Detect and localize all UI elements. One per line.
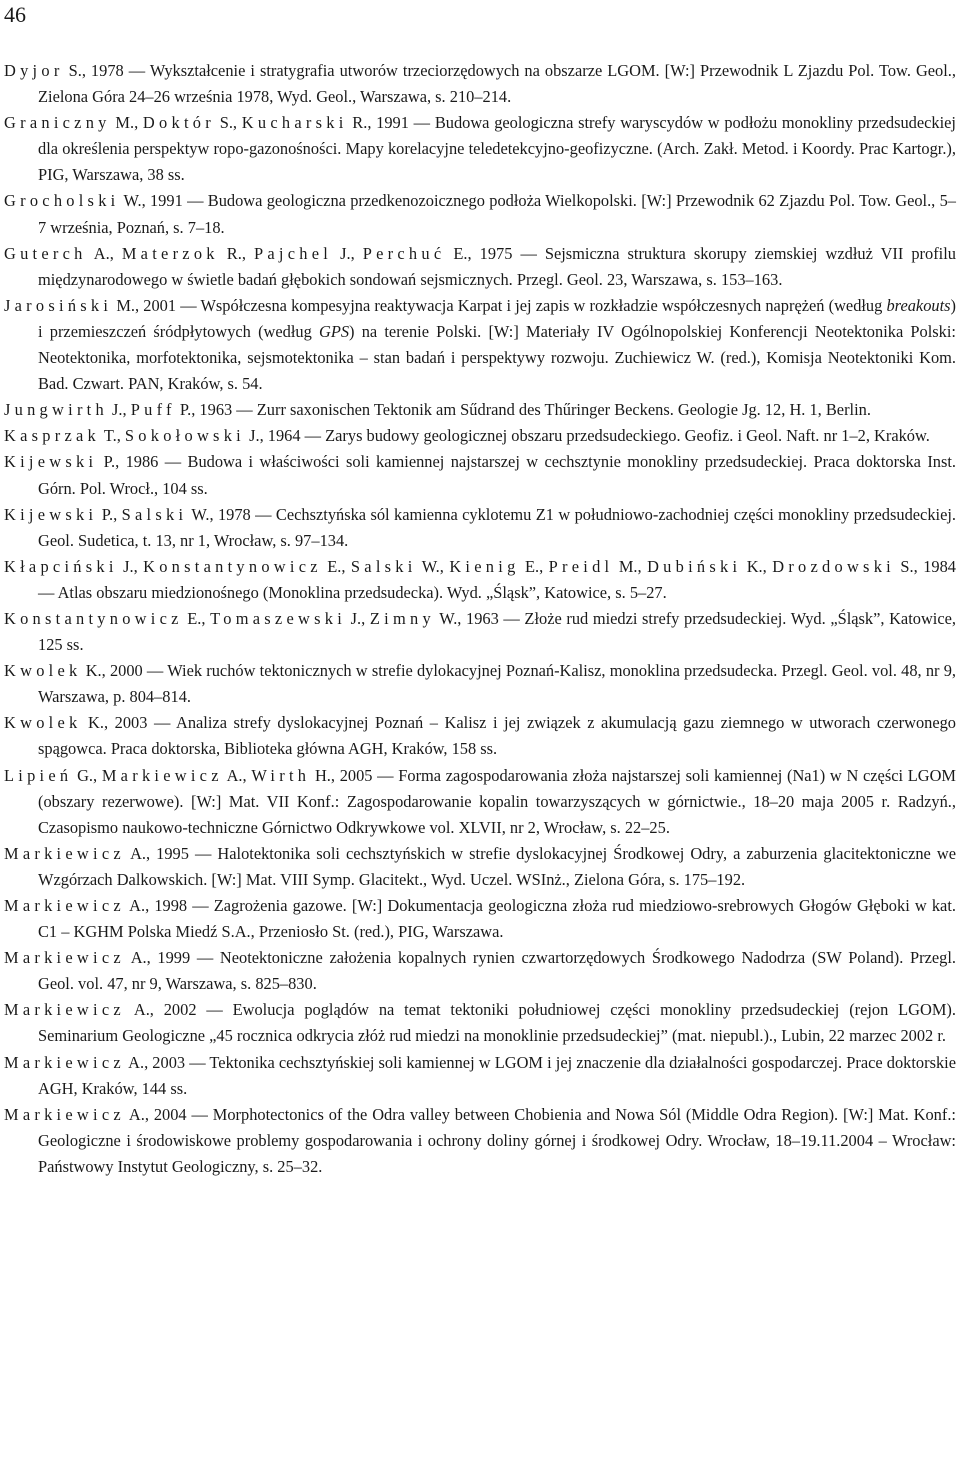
author-separator: ,: [113, 504, 122, 524]
author-separator: ,: [341, 556, 351, 576]
author-separator: ,: [201, 608, 211, 628]
author-surname: Salski: [121, 504, 188, 524]
reference-entry: [4, 554, 956, 606]
author-initial: M.: [613, 556, 638, 576]
reference-text: , 2000 — Wiek ruchów tektonicznych w strefie dylokacyjnej Poznań-Kalisz, monoklina przedsudecka. Przegl. Geol. vol. 48, nr 9, Warszawa, p. 804–814.: [38, 661, 956, 707]
author-surname: Kucharski: [241, 113, 348, 133]
author-initial: A.: [124, 1000, 150, 1020]
reference-entry: [4, 606, 956, 658]
reference-entry: [4, 397, 956, 423]
author-surname: Grocholski: [4, 191, 120, 211]
author-separator: ,: [133, 556, 144, 576]
author-initial: P.: [97, 452, 116, 472]
author-initial: T.: [100, 426, 117, 446]
reference-text: , 1986 — Budowa i właściwości soli kamiennej najstarszej w cechsztynie monokliny przedsudeckiej. Praca doktorska Inst. Górn. Pol. Wrocł., 104 ss.: [38, 452, 956, 498]
author-initial: A.: [124, 948, 147, 968]
author-surname: Jungwirth: [4, 400, 108, 420]
author-initial: W.: [416, 556, 440, 576]
author-initial: M.: [110, 113, 135, 133]
reference-entry: [4, 241, 956, 293]
author-separator: ,: [637, 556, 648, 576]
reference-entry: [4, 841, 956, 893]
reference-text: , 1963 — Złoże rud miedzi strefy przedsudeckiej. Wyd. „Śląsk”, Katowice, 125 ss.: [38, 608, 956, 655]
reference-text: , 2001 — Współczesna kompesyjna reaktywacja Karpat i jej zapis w rozkładzie współczesnych naprężeń (według: [135, 295, 887, 315]
reference-text: , 1975 — Sejsmiczna struktura skorupy ziemskiej wzdłuż VII profilu międzynarodowego w świetle badań głębokich sondowań sejsmicznych. Przegl. Geol. 23, Warszawa, s. 153–163.: [38, 243, 956, 289]
author-surname: Preidl: [548, 556, 614, 576]
author-separator: ,: [539, 556, 549, 576]
reference-entry: [4, 893, 956, 945]
author-separator: ,: [439, 556, 450, 576]
reference-list: [4, 58, 956, 1180]
reference-entry: [4, 502, 956, 554]
reference-text: , 1984 — Atlas obszaru miedzionośnego (Monoklina przedsudecka). Wyd. „Śląsk”, Katowice, s. 5–27.: [38, 556, 956, 602]
author-initial: E.: [321, 556, 342, 576]
reference-text: , 2004 — Morphotectonics of the Odra valley between Chobienia and Nowa Sól (Middle Odra Region). [W:] Mat. Konf.: Geologiczne i środowiskowe problemy gospodarowania i ochrony doliny górnej i środkowej Odry. Wrocław, 18–19.11.2004 – Wrocław: Państwowy Instytut Geologiczny, s. 25–32.: [38, 1104, 956, 1176]
reference-text: , 1991 — Budowa geologiczna strefy waryscydów w podłożu monokliny przedsudeckiej dla określenia perspektyw ropo-gazonośności. Mapy korelacyjne teledetekcyjno-geofizyczne. (Arch. Zakł. Metod. i Koordy. Prac Kartogr.), PIG, Warszawa, 38 ss.: [38, 113, 956, 185]
reference-entry: [4, 1102, 956, 1180]
reference-entry: [4, 1050, 956, 1102]
reference-entry: [4, 710, 956, 762]
author-initial: S.: [214, 113, 233, 133]
reference-entry: [4, 945, 956, 997]
author-surname: Zimny: [369, 608, 435, 628]
author-surname: Materzok: [121, 243, 219, 263]
reference-text: , 1995 — Halotektonika soli cechsztyńskich w strefie dyslokacyjnej Środkowej Odry, a zaburzenia glacitektoniczne we Wzgórzach Dalkowskich. [W:] Mat. VIII Symp. Glacitekt., Wyd. Uczel. WSInż., Zielona Góra, s. 175–192.: [38, 843, 956, 889]
author-initial: W.: [119, 191, 142, 211]
author-separator: ,: [350, 243, 363, 263]
author-separator: ,: [122, 400, 131, 420]
reference-text: , 2003 — Tektonika cechsztyńskiej soli kamiennej w LGOM i jej znaczenie dla działalności gospodarczej. Prace doktorskie AGH, Kraków, 144 ss.: [38, 1052, 956, 1098]
author-surname: Markiewicz: [4, 896, 125, 915]
author-surname: Puff: [130, 400, 176, 420]
author-surname: Dubiński: [647, 556, 742, 576]
author-surname: Markiewicz: [4, 1104, 125, 1124]
reference-entry: [4, 188, 956, 240]
reference-text: , 1963 — Zurr saxonischen Tektonik am Sűdrand des Thűringer Beckens. Geologie Jg. 12, H. 1, Berlin.: [191, 400, 871, 420]
author-separator: ,: [134, 113, 143, 133]
author-initial: E.: [182, 608, 202, 628]
author-initial: P.: [97, 504, 114, 524]
reference-text: , 1964 — Zarys budowy geologicznej obszaru przedsudeckiego. Geofiz. i Geol. Naft. nr 1–2, Kraków.: [259, 426, 930, 446]
author-separator: ,: [109, 243, 122, 263]
author-initial: H.: [310, 765, 331, 785]
author-surname: Konstantynowicz: [4, 608, 183, 628]
author-surname: Guterch: [4, 243, 87, 263]
reference-text: , 1978 — Cechsztyńska sól kamienna cyklotemu Z1 w południowo-zachodniej części monokliny przedsudeckiej. Geol. Sudetica, t. 13, nr 1, Wrocław, s. 97–134.: [38, 504, 956, 550]
author-surname: Salski: [350, 556, 417, 576]
author-initial: J.: [332, 243, 351, 263]
author-surname: Wirth: [251, 765, 311, 785]
author-initial: A.: [222, 765, 243, 785]
author-surname: Doktór: [142, 113, 215, 133]
author-separator: ,: [93, 765, 102, 785]
author-separator: ,: [242, 765, 252, 785]
author-surname: Dyjor: [4, 61, 64, 80]
author-initial: E.: [445, 243, 468, 263]
author-surname: Sokołowski: [124, 426, 245, 446]
author-initial: A.: [124, 896, 146, 915]
author-surname: Konstantynowicz: [143, 556, 322, 576]
reference-entry: [4, 423, 956, 449]
reference-entry: [4, 449, 956, 501]
author-surname: Perchuć: [362, 243, 446, 263]
author-surname: Kwolek: [4, 713, 82, 733]
author-initial: P.: [175, 400, 192, 420]
author-surname: Pajchel: [253, 243, 333, 263]
reference-italic-text: GPS: [318, 321, 350, 341]
author-surname: Kijewski: [4, 452, 98, 472]
author-initial: S.: [894, 556, 914, 576]
author-initial: K.: [741, 556, 763, 576]
reference-entry: [4, 658, 956, 710]
author-surname: Jarosiński: [4, 295, 113, 315]
author-initial: K.: [81, 661, 102, 681]
author-surname: Tomaszewski: [210, 608, 347, 628]
reference-text: , 1991 — Budowa geologiczna przedkenozoicznego podłoża Wielkopolski. [W:] Przewodnik 62 Zjazdu Pol. Tow. Geol., 5–7 września, Poznań, s. 7–18.: [38, 191, 956, 237]
reference-italic-text: breakouts: [886, 295, 951, 315]
reference-text: , 2005 — Forma zagospodarowania złoża najstarszej soli kamiennej (Na1) w N części LGOM (obszary rezerwowe). [W:] Mat. VII Konf.: Zagospodarowanie kopalin towarzyszących w górnictwie., 18–20 maja 2005 r. Radzyń., Czasopismo naukowo-techniczne Górnictwo Odkrywkowe vol. XLVII, nr 2, Wrocław, s. 22–25.: [38, 765, 956, 837]
reference-entry: [4, 58, 956, 110]
author-surname: Kienig: [449, 556, 520, 576]
author-initial: J.: [346, 608, 362, 628]
reference-entry: [4, 997, 956, 1049]
author-initial: G.: [72, 765, 94, 785]
author-initial: W.: [187, 504, 210, 524]
reference-text: , 1998 — Zagrożenia gazowe. [W:] Dokumentacja geologiczna złoża rud miedziowo-srebrowych Głogów Głęboki w kat. C1 – KGHM Polska Miedź S.A., Przeniosło St. (red.), PIG, Warszawa.: [38, 896, 956, 942]
author-surname: Markiewicz: [101, 765, 223, 785]
author-initial: K.: [81, 713, 104, 733]
reference-text: , 2003 — Analiza strefy dyslokacyjnej Poznań – Kalisz i jej związek z akumulacją gazu ziemnego w utworach czerwonego spągowca. Praca doktorska, Biblioteka główna AGH, Kraków, 158 ss.: [38, 713, 956, 759]
page-number: 46: [4, 2, 26, 27]
author-surname: Drozdowski: [772, 556, 895, 576]
reference-text: , 2002 — Ewolucja poglądów na temat tektoniki południowej części monokliny przedsudeckiej (rejon LGOM). Seminarium Geologiczne „45 rocznica odkrycia złóż rud miedzi na monoklinie przedsudeckiej” (mat. niepubl.)., Lubin, 22 marzec 2002 r.: [38, 1000, 956, 1046]
author-surname: Graniczny: [4, 113, 111, 133]
author-initial: M.: [112, 295, 136, 315]
reference-text: ) na terenie Polski. [W:] Materiały IV Ogólnopolskiej Konferencji Neotektonika Polski: Neotektonika, morfotektonika, sejsmotektonika – stan badań i perspektywy rozwoju. Zuchiewicz W. (red.), Komisja Neotektoniki Kom. Bad. Czwart. PAN, Kraków, s. 54.: [38, 321, 956, 394]
author-surname: Kłapciński: [4, 556, 118, 576]
reference-text: ) i przemieszczeń śródpłytowych (według: [38, 295, 956, 341]
author-surname: Markiewicz: [4, 843, 125, 863]
author-initial: E.: [519, 556, 540, 576]
reference-entry: [4, 293, 956, 397]
author-surname: Markiewicz: [4, 1000, 125, 1020]
author-separator: ,: [762, 556, 773, 576]
reference-entry: [4, 763, 956, 841]
author-initial: A.: [86, 243, 110, 263]
author-initial: R.: [218, 243, 242, 263]
author-surname: Kwolek: [4, 661, 82, 681]
reference-text: , 1978 — Wykształcenie i stratygrafia utworów trzeciorzędowych na obszarze LGOM. [W:] Przewodnik L Zjazdu Pol. Tow. Geol., Zielona Góra 24–26 września 1978, Wyd. Geol., Warszawa, s. 210–214.: [38, 61, 956, 107]
author-surname: Markiewicz: [4, 948, 125, 968]
author-initial: A.: [124, 1104, 145, 1124]
author-separator: ,: [232, 113, 242, 133]
author-surname: Kijewski: [4, 504, 98, 524]
author-initial: J.: [107, 400, 123, 420]
author-initial: J.: [117, 556, 134, 576]
reference-entry: [4, 110, 956, 188]
author-separator: ,: [241, 243, 254, 263]
author-surname: Markiewicz: [4, 1052, 125, 1072]
author-separator: ,: [116, 426, 125, 446]
author-initial: W.: [434, 608, 458, 628]
author-initial: S.: [63, 61, 82, 80]
author-separator: ,: [361, 608, 370, 628]
reference-text: , 1999 — Neotektoniczne założenia kopalnych rynien czwartorzędowych Środkowego Nadodrza (SW Poland). Przegl. Geol. vol. 47, nr 9, Warszawa, s. 825–830.: [38, 948, 956, 994]
author-initial: R.: [347, 113, 368, 133]
author-initial: A.: [124, 1052, 145, 1072]
author-initial: A.: [124, 843, 146, 863]
author-initial: J.: [244, 426, 260, 446]
author-surname: Lipień: [4, 765, 73, 785]
author-surname: Kasprzak: [4, 426, 101, 446]
